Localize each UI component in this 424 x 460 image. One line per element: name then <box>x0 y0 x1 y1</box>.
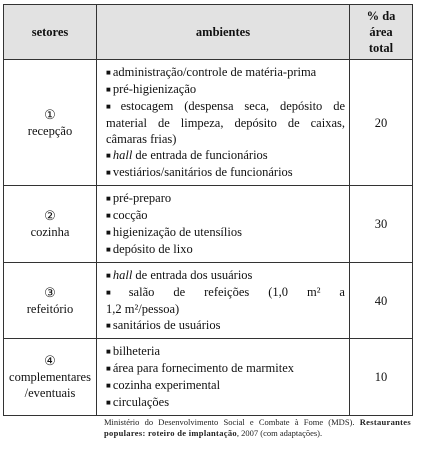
list-item: ■ depósito de lixo <box>106 242 193 256</box>
sector-number: ① <box>44 106 56 122</box>
sector-name: refeitório <box>26 301 74 316</box>
table-row <box>4 60 413 186</box>
list-item: ■ cocção <box>106 208 148 222</box>
header-setores: setores <box>4 5 97 60</box>
citation-suffix: , 2007 (com adaptações). <box>236 428 323 438</box>
ambientes-cell <box>97 186 350 263</box>
list-item: ■ pré-preparo <box>106 191 172 205</box>
citation-title: Restaurantes populares: roteiro de implantação <box>104 417 411 438</box>
ambientes-cell <box>97 60 350 186</box>
sector-cell <box>4 339 97 416</box>
sectors-table <box>3 4 413 416</box>
area-percent: 40 <box>350 263 413 339</box>
list-item: ■ vestiários/sanitários de funcionários <box>106 165 293 179</box>
area-percent: 30 <box>350 186 413 263</box>
header-ambientes: ambientes <box>97 5 350 60</box>
list-item: ■ circulações <box>106 395 170 409</box>
list-item: ■ área para fornecimento de marmitex <box>106 361 294 375</box>
list-item: ■ higienização de utensílios <box>106 225 242 239</box>
sector-number: ② <box>44 208 56 223</box>
table-row <box>4 339 413 416</box>
source-citation <box>104 417 411 439</box>
sector-cell <box>4 60 97 186</box>
sector-cell <box>4 263 97 339</box>
sector-name: recepção <box>27 123 73 138</box>
header-area-line2: área <box>369 25 393 39</box>
table-header-row <box>4 5 413 60</box>
citation-prefix: Ministério do Desenvolvimento Social e Combate à Fome (MDS). <box>104 417 355 427</box>
sector-name: cozinha <box>30 225 70 239</box>
ambientes-cell <box>97 339 350 416</box>
area-percent: 10 <box>350 339 413 416</box>
list-item: ■ pré-higienização <box>106 82 197 96</box>
sector-name-line1: complementares <box>9 370 91 384</box>
ambientes-cell <box>97 263 350 339</box>
table-row <box>4 186 413 263</box>
sector-name-line2: /eventuais <box>24 386 76 400</box>
sector-number: ④ <box>44 353 56 368</box>
list-item-continuation: material de limpeza, depósito de caixas, <box>106 116 345 130</box>
header-area <box>350 5 413 60</box>
list-item: ■ hall de entrada de funcionários <box>106 148 268 162</box>
sector-number: ③ <box>44 284 56 300</box>
list-item: ■ hall de entrada dos usuários <box>106 268 253 282</box>
list-item-continuation: 1,2 m²/pessoa) <box>106 302 180 316</box>
list-item: ■ administração/controle de matéria-prima <box>106 65 317 79</box>
table-row <box>4 263 413 339</box>
sector-cell <box>4 186 97 263</box>
list-item-continuation: câmaras frias) <box>106 132 177 146</box>
header-area-line1: % da <box>366 9 396 23</box>
list-item: ■ salão de refeições (1,0 m² a <box>106 285 345 299</box>
header-area-line3: total <box>368 41 394 55</box>
list-item: ■ sanitários de usuários <box>106 318 221 332</box>
list-item: ■ estocagem (despensa seca, depósito de <box>106 99 345 113</box>
list-item: ■ cozinha experimental <box>106 378 221 392</box>
list-item: ■ bilheteria <box>106 344 161 358</box>
area-percent: 20 <box>350 60 413 186</box>
